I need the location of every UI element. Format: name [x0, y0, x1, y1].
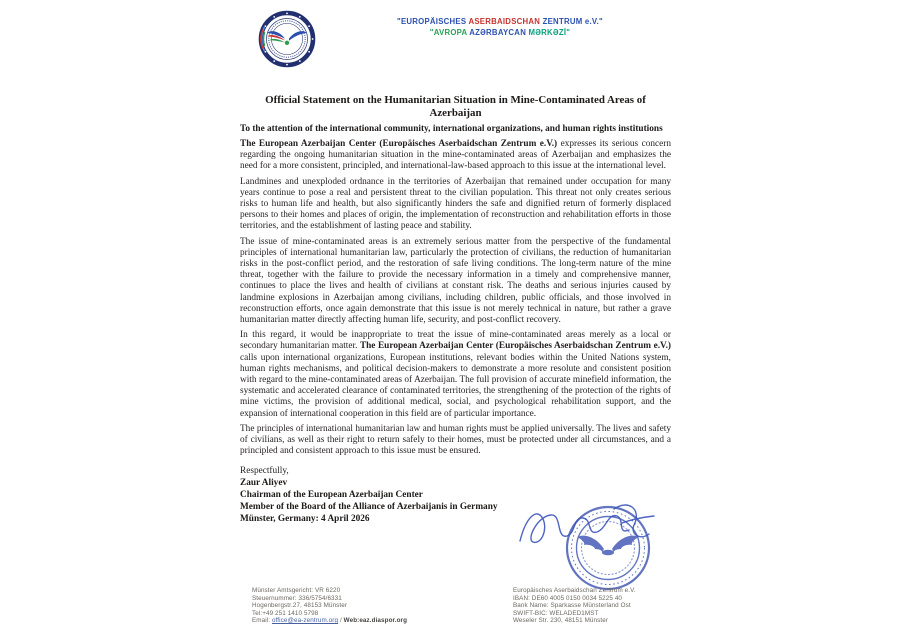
text-segment: The issue of mine-contaminated areas is an extremely serious matter from the perspective of the fundamental principles of international humanitarian law, particularly the protection of civilians, the reduction of humanitarian risks in the post-conflict period, and the restoration of safe living conditions. The long-term nature of the mine threat, together with the failure to provide the necessary information in a timely and comprehensive manner, continues to place the lives and health of civilians at constant risk. The deaths and serious injuries caused by landmine explosions in Azerbaijan among civilians, including children, public officials, and those involved in reconstruction efforts, once again demonstrate that this issue is not merely technical in nature, but rather a grave humanitarian matter directly affecting human life, security, and post-conflict recovery. [240, 236, 671, 326]
text-segment: calls upon international organizations, European institutions, relevant bodies within the United Nations system, human rights mechanisms, and political decision-makers to demonstrate a more resolute and consistent position with regard to the mine-contaminated areas of Azerbaijan. The full provision of accurate minefield information, the systematic and accelerated clearance of contaminated territories, the strengthening of the protection of the rights of mine victims, the provision of additional medical, social, and psychological rehabilitation support, and the expansion of international cooperation in this field are of particular importance. [240, 352, 671, 419]
footer-separator: / [338, 617, 344, 625]
footer-line: Tel:+49 251 1410 5798 [252, 609, 319, 617]
footer-left-column [252, 587, 472, 625]
footer-line: Münster Amtsgericht: VR 6220 [252, 587, 341, 594]
signatory-title-1: Chairman of the European Azerbaijan Center [240, 490, 423, 501]
org-logo [257, 9, 317, 69]
footer-line: Bank Name: Sparkasse Münsterland Ost [513, 602, 631, 610]
text-segment: The European Azerbaijan Center (Europäisches Aserbaidschan Zentrum e.V.) [359, 341, 671, 352]
text-segment: Landmines and unexploded ordnance in the territories of Azerbaijan that remained under occupation for many years continue to pose a real and persistent threat to the civilian population. This threat not only creates serious risks to human life and health, but also significantly hinders the safe and dignified return of formerly displaced persons to their homes and places of origin, the implementation of reconstruction and rehabilitation efforts in those territories, and the establishment of lasting peace and stability. [240, 176, 671, 232]
footer-line: Steuernummer: 336/5754/6331 [252, 594, 342, 602]
text-segment: expresses its serious concern regarding the ongoing humanitarian situation in the mine-contaminated areas of Azerbaijan and emphasizes the need for a more consistent, principled, and international-law-based approach to this issue at the international level. [240, 139, 672, 172]
document-body [240, 124, 671, 525]
paragraph-2 [240, 177, 671, 233]
footer-line: SWIFT-BIC: WELADED1MST [513, 609, 599, 617]
signatory-name: Zaur Aliyev [240, 478, 288, 489]
addressee-line: To the attention of the international community, international organizations, and human rights institutions [240, 124, 663, 134]
footer-left-lines [252, 587, 472, 617]
text-segment: AZƏRBAYCAN [469, 28, 529, 37]
footer-line: IBAN: DE60 4005 0150 0034 5225 40 [513, 594, 623, 602]
text-segment: ZENTRUM e.V." [542, 17, 603, 26]
footer-line: Weseler Str. 230, 48151 Münster [513, 617, 609, 625]
paragraph-4 [240, 330, 671, 420]
footer-email-line [252, 617, 472, 625]
org-name-line1 [320, 16, 680, 27]
paragraph-3 [240, 237, 671, 327]
footer-line: Europäisches Aserbaidschan Zentrum e.V. [513, 587, 636, 594]
text-segment: ASERBAIDSCHAN [468, 17, 543, 26]
stamp-and-signature [518, 497, 678, 597]
text-segment: "AVROPA [429, 28, 470, 37]
footer-right-lines [513, 587, 733, 625]
email-label: Email: [252, 617, 272, 625]
text-segment: MƏRKƏZİ" [528, 28, 571, 37]
paragraph-1 [240, 139, 671, 173]
footer-line: Hogenbergstr.27, 48153 Münster [252, 602, 348, 610]
text-segment: The principles of international humanitarian law and human rights must be applied universally. The lives and safety of civilians, as well as their right to return safely to their homes, must be protected under all circumstances, and a principled and consistent approach to this issue must be ensured. [240, 423, 671, 457]
paragraph-5 [240, 424, 671, 458]
website-text: Web:eaz.diaspor.org [343, 617, 408, 625]
footer-right-column [513, 587, 733, 625]
org-name-line2 [320, 27, 680, 38]
signature-dateline: Münster, Germany: 4 April 2026 [240, 514, 370, 525]
text-segment: The European Azerbaijan Center (Europäisches Aserbaidschan Zentrum e.V.) [240, 139, 558, 149]
org-name [320, 16, 680, 38]
text-segment: In this regard, it would be inappropriate to treat the issue of mine-contaminated areas merely as a local or secondary humanitarian matter. [240, 330, 671, 352]
signature-closing: Respectfully, [240, 466, 289, 477]
text-segment: "EUROPÄISCHES [397, 17, 469, 26]
document-title: Official Statement on the Humanitarian Situation in Mine-Contaminated Areas of Azerbaijan [265, 94, 646, 119]
signatory-title-2: Member of the Board of the Alliance of Azerbaijanis in Germany [240, 502, 498, 513]
email-link[interactable]: office@ea-zentrum.org [271, 617, 339, 625]
